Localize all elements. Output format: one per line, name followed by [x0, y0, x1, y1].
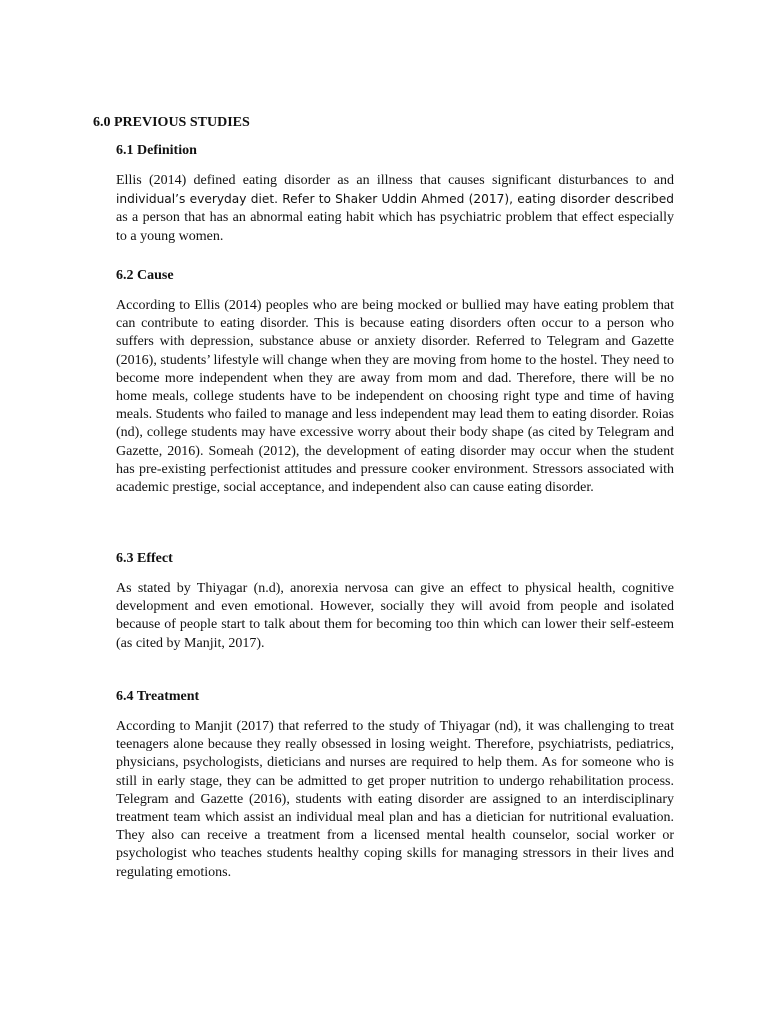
- section-treatment: [116, 688, 674, 882]
- section-cause: [116, 267, 674, 497]
- paragraph-definition-part-a: Ellis (2014) defined eating disorder as an illness that causes significant disturbances to and: [116, 173, 674, 188]
- paragraph-definition-part-b: individual’s everyday diet. Refer to Shaker Uddin Ahmed (2017), eating disorder described: [116, 192, 674, 207]
- section-heading-previous-studies: 6.0 PREVIOUS STUDIES: [93, 115, 250, 130]
- paragraph-effect: As stated by Thiyagar (n.d), anorexia nervosa can give an effect to physical health, cognitive development and even emotional. However, socially they will avoid from people and isolated because of people start to talk about them for becoming too thin which can lower their self-esteem (as cited by Manjit, 2017).: [116, 581, 674, 651]
- subsection-title-treatment: 6.4 Treatment: [116, 689, 200, 704]
- paragraph-definition-part-c: as a person that has an abnormal eating habit which has psychiatric problem that effect especially to a young women.: [116, 210, 674, 244]
- subsection-title-definition: 6.1 Definition: [116, 143, 197, 158]
- paragraph-definition: [116, 172, 674, 246]
- paragraph-cause: According to Ellis (2014) peoples who are being mocked or bullied may have eating problem that can contribute to eating disorder. This is because eating disorders often occur to a person who suffers with depression, substance abuse or anxiety disorder. Referred to Telegram and Gazette (2016), students’ lifestyle will change when they are moving from home to the hostel. They need to become more independent when they are away from mom and dad. Therefore, there will be no home meals, college students have to be independent on choosing right type and time of having meals. Students who failed to manage and less independent may lead them to eating disorder. Roias (nd), college students may have excessive worry about their body shape (as cited by Telegram and Gazette, 2016). Someah (2012), the development of eating disorder may occur when the student has pre-existing perfectionist attitudes and pressure cooker environment. Stressors associated with academic prestige, social acceptance, and independent also can cause eating disorder.: [116, 298, 674, 496]
- section-definition: [116, 142, 674, 246]
- section-effect: [116, 550, 674, 653]
- subsection-title-cause: 6.2 Cause: [116, 268, 174, 283]
- subsection-title-effect: 6.3 Effect: [116, 551, 173, 566]
- paragraph-treatment: According to Manjit (2017) that referred to the study of Thiyagar (nd), it was challenging to treat teenagers alone because they really obsessed in losing weight. Therefore, psychiatrists, pediatrics, physicians, psychologists, dieticians and nurses are required to help them. As for someone who is still in early stage, they can be admitted to get proper nutrition to undergo rehabilitation process. Telegram and Gazette (2016), students with eating disorder are assigned to an interdisciplinary treatment team which assist an individual meal plan and has a dietician for nutritional evaluation. They also can receive a treatment from a licensed mental health counselor, social worker or psychologist who teaches students healthy coping skills for managing stressors in their lives and regulating emotions.: [116, 719, 674, 880]
